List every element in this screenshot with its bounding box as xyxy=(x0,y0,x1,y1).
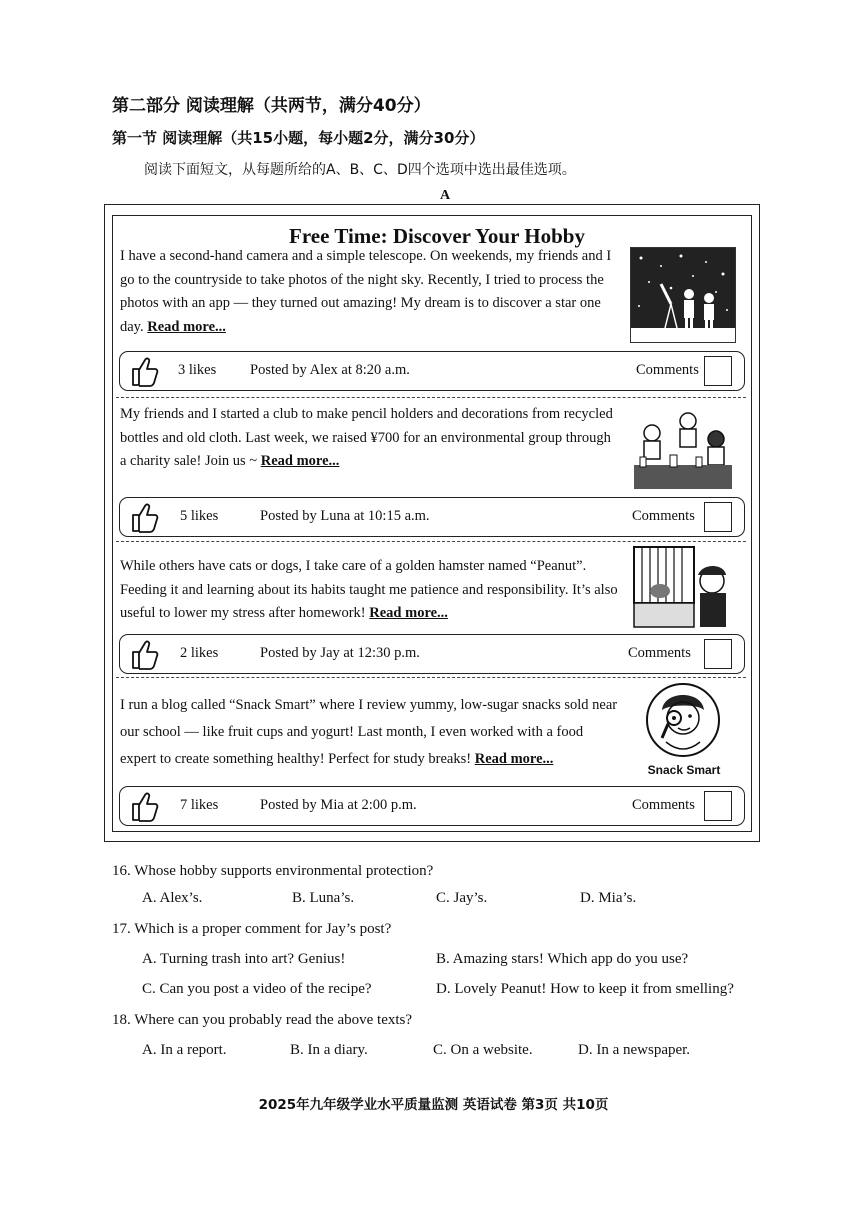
post-text-mia xyxy=(120,692,618,773)
dashed-divider xyxy=(116,397,746,398)
post-text-alex xyxy=(120,245,620,339)
option-17a[interactable]: A. Turning trash into art? Genius! xyxy=(142,951,346,967)
likes-count: 7 likes xyxy=(180,797,219,813)
post-footer-jay xyxy=(119,634,745,674)
recycling-club-illustration xyxy=(630,399,734,491)
read-more-link[interactable]: Read more... xyxy=(474,751,554,767)
part-title: 第二部分 阅读理解（共两节，满分40分） xyxy=(112,96,431,116)
question-17: 17. Which is a proper comment for Jay’s post? xyxy=(112,921,392,937)
dashed-divider xyxy=(116,677,746,678)
comments-label: Comments xyxy=(636,362,699,378)
post-footer-alex xyxy=(119,351,745,391)
comment-box[interactable] xyxy=(704,502,732,532)
comments-label: Comments xyxy=(632,508,695,524)
post-footer-luna xyxy=(119,497,745,537)
question-16: 16. Whose hobby supports environmental protection? xyxy=(112,863,434,879)
option-16b[interactable]: B. Luna’s. xyxy=(292,890,355,906)
option-16d[interactable]: D. Mia’s. xyxy=(580,890,637,906)
likes-count: 3 likes xyxy=(178,362,217,378)
option-18c[interactable]: C. On a website. xyxy=(433,1042,533,1058)
read-more-link[interactable]: Read more... xyxy=(369,605,448,621)
likes-count: 2 likes xyxy=(180,645,219,661)
option-18b[interactable]: B. In a diary. xyxy=(290,1042,368,1058)
thumbs-up-icon[interactable] xyxy=(130,355,160,387)
comment-box[interactable] xyxy=(704,356,732,386)
night-sky-illustration xyxy=(630,247,736,343)
option-16a[interactable]: A. Alex’s. xyxy=(142,890,203,906)
likes-count: 5 likes xyxy=(180,508,219,524)
read-more-link[interactable]: Read more... xyxy=(260,453,340,469)
dashed-divider xyxy=(116,541,746,542)
option-16c[interactable]: C. Jay’s. xyxy=(436,890,488,906)
instruction: 阅读下面短文，从每题所给的A、B、C、D四个选项中选出最佳选项。 xyxy=(144,162,576,178)
option-18d[interactable]: D. In a newspaper. xyxy=(578,1042,691,1058)
post-text-jay xyxy=(120,555,620,626)
read-more-link[interactable]: Read more... xyxy=(147,318,226,335)
thumbs-up-icon[interactable] xyxy=(130,638,160,670)
thumbs-up-icon[interactable] xyxy=(130,501,160,533)
posted-by: Posted by Alex at 8:20 a.m. xyxy=(250,362,410,378)
snack-smart-logo xyxy=(644,680,722,760)
option-17b[interactable]: B. Amazing stars! Which app do you use? xyxy=(436,951,689,967)
comments-label: Comments xyxy=(628,645,691,661)
post-footer-mia xyxy=(119,786,745,826)
option-17d[interactable]: D. Lovely Peanut! How to keep it from smelling? xyxy=(436,981,734,997)
posted-by: Posted by Jay at 12:30 p.m. xyxy=(260,645,420,661)
post-body: I have a second-hand camera and a simple telescope. On weekends, my friends and I go to the countryside to take photos of the night sky. Recently, I tried to process the photos with an app — they turned out amazing! My dream is to discover a star one day. xyxy=(120,248,612,335)
snack-smart-caption: Snack Smart xyxy=(647,763,721,777)
post-text-luna xyxy=(120,403,620,474)
post-body: While others have cats or dogs, I take care of a golden hamster named “Peanut”. Feeding it and learning about its habits taught me patience and responsibility. It’s also useful to lower my stress after homework! xyxy=(120,558,618,621)
posted-by: Posted by Mia at 2:00 p.m. xyxy=(260,797,417,813)
question-18: 18. Where can you probably read the above texts? xyxy=(112,1012,413,1028)
post-body: My friends and I started a club to make pencil holders and decorations from recycled bottles and old cloth. Last week, we raised ¥700 for an environmental group through a charity sale! Join us ~ xyxy=(120,406,613,469)
page-footer: 2025年九年级学业水平质量监测 英语试卷 第3页 共10页 xyxy=(258,1097,609,1113)
post-body: I run a blog called “Snack Smart” where I review yummy, low-sugar snacks sold near our school — like fruit cups and yogurt! Last month, I even worked with a food expert to create something healthy! Perfect for study breaks! xyxy=(120,697,618,767)
thumbs-up-icon[interactable] xyxy=(130,790,160,822)
hamster-illustration xyxy=(632,545,734,629)
page-title: Free Time: Discover Your Hobby xyxy=(289,224,585,248)
comments-label: Comments xyxy=(632,797,695,813)
option-17c[interactable]: C. Can you post a video of the recipe? xyxy=(142,981,372,997)
comment-box[interactable] xyxy=(704,639,732,669)
posted-by: Posted by Luna at 10:15 a.m. xyxy=(260,508,430,524)
comment-box[interactable] xyxy=(704,791,732,821)
section-title: 第一节 阅读理解（共15小题，每小题2分，满分30分） xyxy=(112,129,485,147)
passage-letter: A xyxy=(440,188,451,203)
option-18a[interactable]: A. In a report. xyxy=(142,1042,227,1058)
